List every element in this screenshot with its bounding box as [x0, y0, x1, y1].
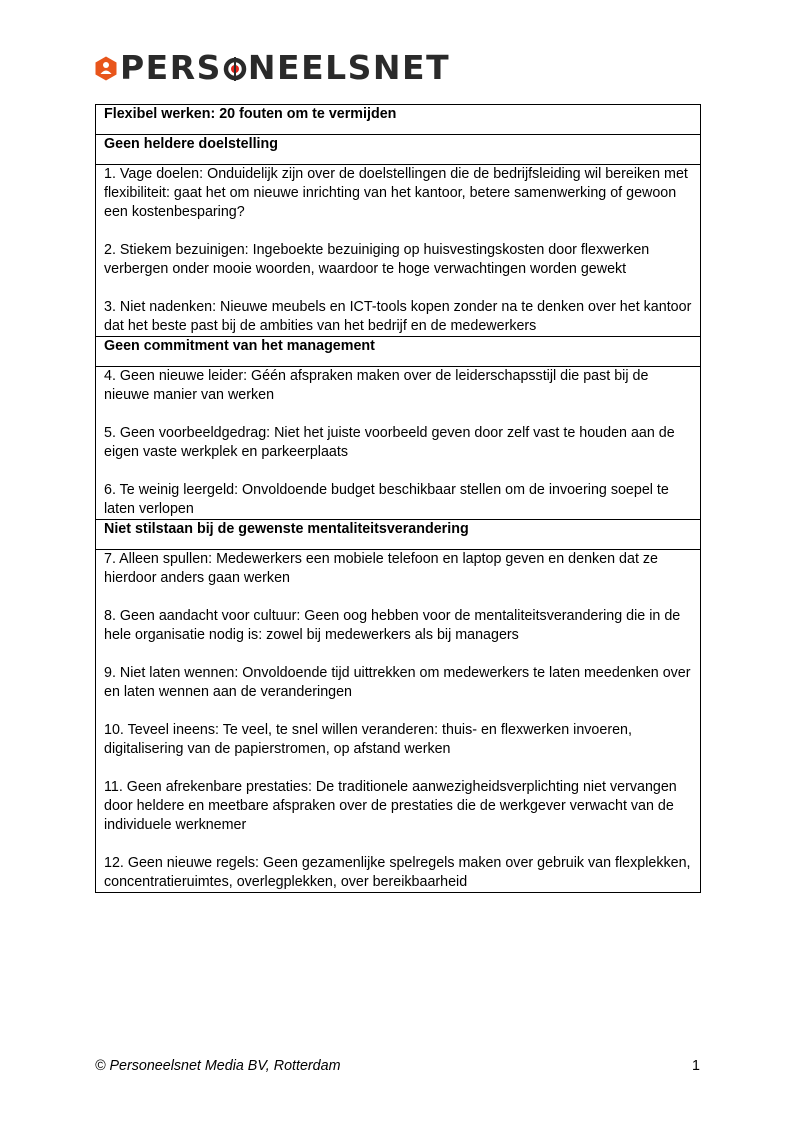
footer-copyright: © Personeelsnet Media BV, Rotterdam — [95, 1058, 341, 1074]
section-body-row — [96, 367, 701, 520]
list-item: 5. Geen voorbeeldgedrag: Niet het juiste voorbeeld geven door zelf vast te houden aan de eigen vaste werkplek en parkeerplaats — [104, 425, 675, 460]
list-item: 2. Stiekem bezuinigen: Ingeboekte bezuiniging op huisvestingskosten door flexwerken verbergen onder mooie woorden, waardoor te hoge verwachtingen worden gewekt — [104, 242, 650, 277]
section-body — [96, 165, 701, 337]
brand-name-left: PERS — [120, 48, 222, 87]
list-item: 9. Niet laten wennen: Onvoldoende tijd uittrekken om medewerkers te laten meedenken over en laten wennen aan de veranderingen — [104, 665, 691, 700]
section-body — [96, 550, 701, 893]
document-table — [95, 104, 701, 893]
brand-logo — [95, 50, 450, 86]
title-row — [96, 105, 701, 135]
section-heading-row — [96, 135, 701, 165]
section-heading: Geen commitment van het management — [96, 337, 701, 367]
brand-name-right: NEELSNET — [247, 48, 451, 87]
section-heading: Niet stilstaan bij de gewenste mentaliteitsverandering — [96, 520, 701, 550]
page-number: 1 — [692, 1058, 700, 1074]
section-body-row — [96, 550, 701, 893]
list-item: 12. Geen nieuwe regels: Geen gezamenlijke spelregels maken over gebruik van flexplekken, concentratieruimtes, overlegplekken, over bereikbaarheid — [104, 855, 691, 890]
list-item: 10. Teveel ineens: Te veel, te snel willen veranderen: thuis- en flexwerken invoeren, digitalisering van de papierstromen, op afstand werken — [104, 722, 632, 757]
list-item: 7. Alleen spullen: Medewerkers een mobiele telefoon en laptop geven en denken dat ze hierdoor anders gaan werken — [104, 551, 658, 586]
target-o-icon — [223, 57, 247, 81]
section-heading-row — [96, 520, 701, 550]
section-body-row — [96, 165, 701, 337]
person-badge-icon — [95, 56, 117, 81]
document-title: Flexibel werken: 20 fouten om te vermijden — [96, 105, 701, 135]
list-item: 6. Te weinig leergeld: Onvoldoende budget beschikbaar stellen om de invoering soepel te laten verlopen — [104, 482, 669, 517]
list-item: 4. Geen nieuwe leider: Géén afspraken maken over de leiderschapsstijl die past bij de nieuwe manier van werken — [104, 368, 649, 403]
list-item: 8. Geen aandacht voor cultuur: Geen oog hebben voor de mentaliteitsverandering die in de hele organisatie nodig is: zowel bij medewerkers als bij managers — [104, 608, 681, 643]
section-heading: Geen heldere doelstelling — [96, 135, 701, 165]
section-heading-row — [96, 337, 701, 367]
list-item: 1. Vage doelen: Onduidelijk zijn over de doelstellingen die de bedrijfsleiding wil bereiken met flexibiliteit: gaat het om nieuwe inrichting van het kantoor, betere samenwerking of gewoon een kostenbesparing? — [104, 166, 688, 220]
brand-wordmark — [120, 50, 450, 86]
section-body — [96, 367, 701, 520]
list-item: 11. Geen afrekenbare prestaties: De traditionele aanwezigheidsverplichting niet vervangen door heldere en meetbare afspraken over de prestaties die de werkgever verwacht van de individuele werknemer — [104, 779, 677, 833]
list-item: 3. Niet nadenken: Nieuwe meubels en ICT-tools kopen zonder na te denken over het kantoor dat het beste past bij de ambities van het bedrijf en de medewerkers — [104, 299, 692, 334]
